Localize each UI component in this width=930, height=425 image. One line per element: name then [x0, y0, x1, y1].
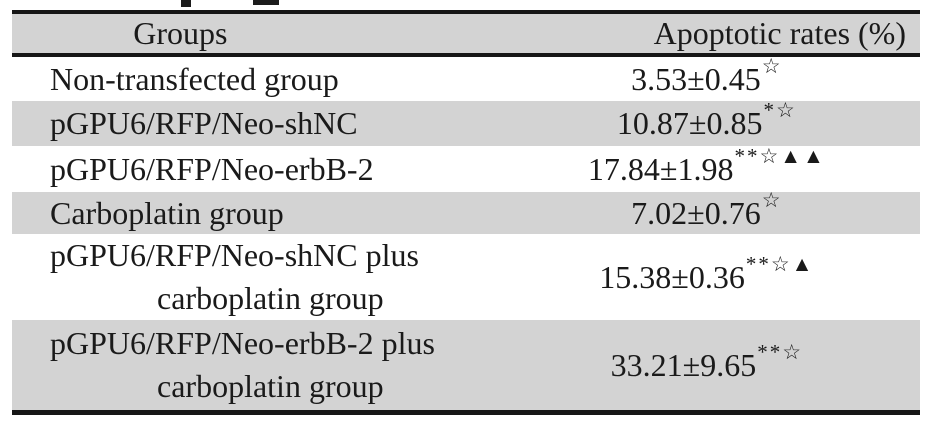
apoptotic-rate-cell — [439, 320, 920, 410]
column-header-apoptotic-rates — [439, 14, 920, 53]
column-header-groups — [12, 14, 439, 53]
apoptotic-rate-value: 10.87±0.85 — [616, 105, 763, 141]
significance-marks: ☆ — [761, 53, 783, 78]
group-name-line: pGPU6/RFP/Neo-shNC plus — [50, 237, 419, 273]
significance-marks: *☆ — [763, 98, 797, 122]
group-name-line: Carboplatin group — [50, 194, 284, 231]
apoptotic-rate-value: 17.84±1.98 — [587, 150, 734, 187]
group-name-line: pGPU6/RFP/Neo-erbB-2 plus — [50, 325, 435, 361]
apoptotic-rate-cell — [439, 98, 920, 146]
table-row-erbb2 — [12, 143, 920, 192]
group-name-cell — [12, 101, 439, 146]
table-header-row — [12, 14, 920, 57]
cropped-caption-remnant — [181, 0, 191, 7]
apoptotic-rate-value: 7.02±0.76 — [631, 194, 761, 231]
group-name-line: carboplatin group — [157, 280, 384, 316]
groups-header-label: Groups — [133, 15, 228, 51]
cropped-caption-remnant — [253, 0, 279, 5]
group-name-cell — [12, 146, 439, 192]
apoptotic-rate-cell — [439, 234, 920, 320]
apoptotic-rate-value: 33.21±9.65 — [610, 346, 757, 383]
group-name-line: carboplatin group — [157, 368, 384, 404]
significance-marks: **☆▲ — [745, 251, 815, 276]
significance-marks: ☆ — [761, 187, 783, 212]
group-name-line: pGPU6/RFP/Neo-erbB-2 — [50, 150, 374, 187]
table-row-shnc-plus-carboplatin — [12, 234, 920, 320]
table-row-non-transfected — [12, 53, 920, 101]
significance-marks: **☆ — [757, 339, 804, 364]
table-row-erbb2-plus-carboplatin — [12, 320, 920, 410]
apoptotic-rate-value: 15.38±0.36 — [599, 258, 745, 295]
group-name-cell — [12, 320, 439, 410]
group-name-cell — [12, 192, 439, 234]
apoptotic-rate-cell — [439, 53, 920, 101]
group-name-cell — [12, 57, 439, 101]
group-name-line: Non-transfected group — [50, 60, 339, 97]
table-row-carboplatin — [12, 187, 920, 234]
apoptotic-rate-cell — [439, 143, 920, 192]
apoptotic-rates-table — [12, 10, 920, 415]
group-name-cell — [12, 234, 439, 320]
apoptotic-rate-value: 3.53±0.45 — [631, 60, 761, 97]
significance-marks: **☆▲▲ — [734, 143, 826, 168]
apoptotic-rate-cell — [439, 187, 920, 234]
group-name-line: pGPU6/RFP/Neo-shNC — [50, 105, 358, 141]
apoptotic-rates-header-label: Apoptotic rates (%) — [653, 15, 906, 51]
table-row-shnc — [12, 98, 920, 146]
